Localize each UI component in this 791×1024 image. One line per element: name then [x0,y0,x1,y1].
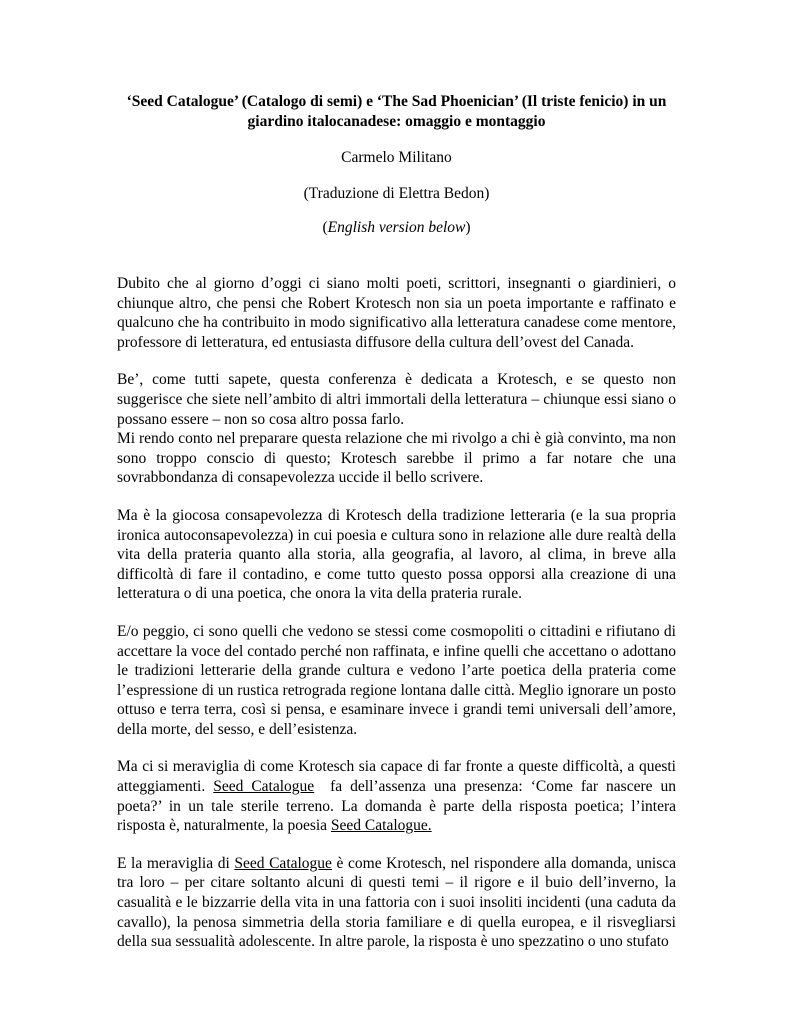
document-title: ‘Seed Catalogue’ (Catalogo di semi) e ‘The Sad Phoenician’ (Il triste fenicio) in un giardino italocanadese: omaggio e montaggio [126,93,667,130]
seed-catalogue-title-ref: Seed Catalogue [234,854,332,872]
translator-credit: (Traduzione di Elettra Bedon) [303,185,490,202]
paragraph-7-text-a: E la meraviglia di [117,854,235,872]
seed-catalogue-title-ref: Seed Catalogue [213,778,315,796]
paragraph-7-text-b: è come Krotesch, nel rispondere alla domanda, unisca tra loro – per citare soltanto alcuni di questi temi – il rigore e il buio dell’inverno, la casualità e le bizzarrie della vita in una fattoria con i suoi insoliti incidenti (una caduta da cavallo), la penosa simmetria della storia familiare e di quella europea, e il risvegliarsi della sua sessualità adolescente. In altre parole, la risposta è uno spezzatino o uno stufato [117,854,676,951]
paragraph-3: Mi rendo conto nel preparare questa relazione che mi rivolgo a chi è già convinto, ma non sono troppo conscio di questo; Krotesch sarebbe il primo a far notare che una sovrabbondanza di consapevolezza uccide il bello scrivere. [117,430,676,487]
paragraph-6-text-b: fa dell’assenza una presenza: ‘Come far nascere un poeta?’ in un tale sterile terreno. La domanda è parte della risposta poetica; l’intera risposta è, naturalmente, la poesia [117,778,680,835]
paragraph-2: Be’, come tutti sapete, questa conferenza è dedicata a Krotesch, e se questo non suggerisce che siete nell’ambito di altri immortali della letteratura – chiunque essi siano o possano essere – non so cosa altro possa farlo. [117,371,676,428]
paragraph-1: Dubito che al giorno d’oggi ci siano molti poeti, scrittori, insegnanti o giardinieri, o chiunque altro, che pensi che Robert Krotesch non sia un poeta importante e raffinato e qualcuno che ha contribuito in modo significativo alla letteratura canadese come mentore, professore di letteratura, ed entusiasta diffusore della cultura dell’ovest del Canada. [117,275,676,351]
english-note-close: ) [465,219,471,236]
author-name: Carmelo Militano [341,149,452,166]
english-note-text: English version below [327,219,466,236]
paragraph-7 [117,854,676,952]
paragraph-5: E/o peggio, ci sono quelli che vedono se stessi come cosmopoliti o cittadini e rifiutano di accettare la voce del contado perché non raffinata, e infine quelli che accettano o adottano le tradizioni letterarie della grande cultura e vedono l’arte poetica della prateria come l’espressione di un rustica retrograda regione lontana dalle città. Meglio ignorare un posto ottuso e terra terra, così si pensa, e esaminare invece i grandi temi universali dell’amore, della morte, del sesso, e dell’esistenza. [117,622,676,738]
english-version-note [117,218,676,238]
paragraph-6-text-a: Ma ci si meraviglia di come Krotesch sia capace di far fronte a queste difficoltà, a questi atteggiamenti. [117,758,676,796]
document-page [117,92,680,970]
english-note-open: ( [322,219,328,236]
document-body [117,274,680,952]
paragraph-4: Ma è la giocosa consapevolezza di Krotesch della tradizione letteraria (e la sua propria ironica autoconsapevolezza) in cui poesia e cultura sono in relazione alle dure realtà della vita della prateria quanto alla storia, alla geografia, al lavoro, al clima, in breve alla difficoltà di fare il contadino, e come tutto questo possa opporsi alla creazione di una letteratura o di una poetica, che onora la vita della prateria rurale. [117,506,676,603]
paragraph-6 [117,757,680,835]
seed-catalogue-title-ref: Seed Catalogue. [330,817,432,835]
